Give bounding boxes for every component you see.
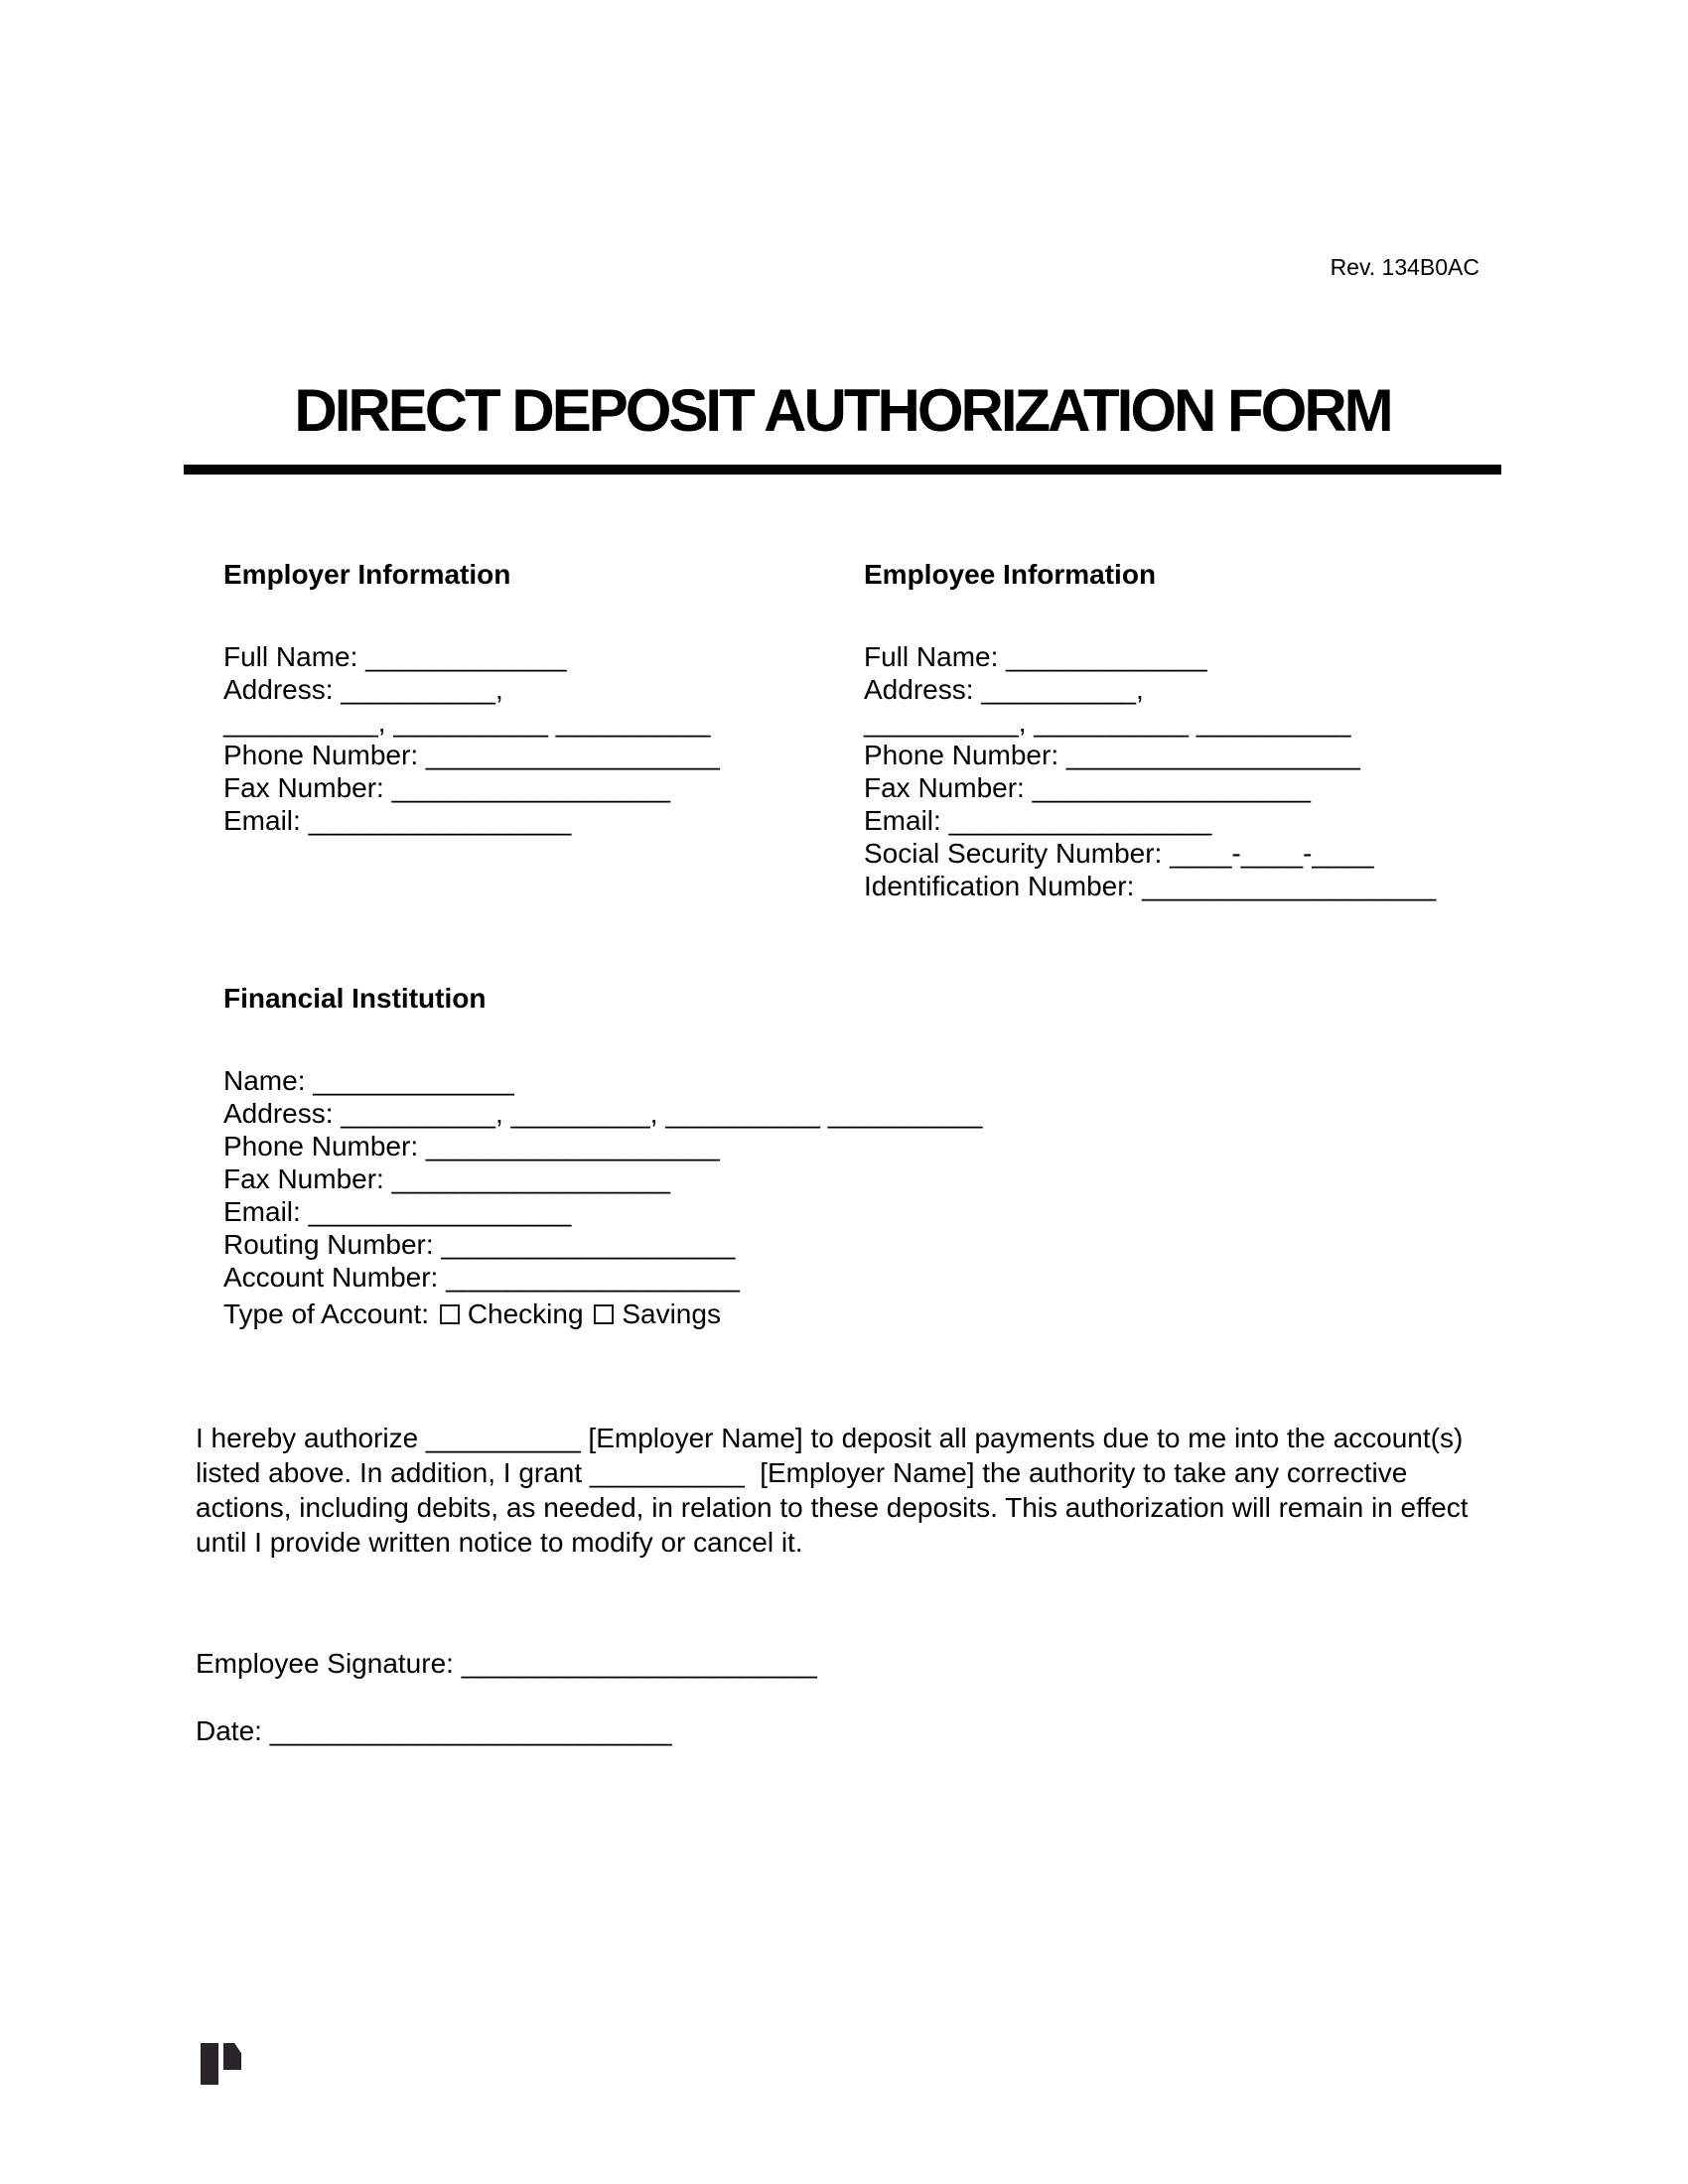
employee-signature-field: Employee Signature: _______________________ (196, 1648, 817, 1679)
employer-address-field-line2: __________, __________ __________ (223, 707, 711, 738)
financial-name-field: Name: _____________ (223, 1065, 514, 1096)
employee-signature-block (196, 1647, 817, 1681)
financial-institution-section (223, 982, 1216, 1330)
financial-address-field: Address: __________, _________, __________ __________ (223, 1098, 983, 1129)
employer-information-section (223, 558, 869, 837)
financial-routing-number-field: Routing Number: ___________________ (223, 1229, 736, 1260)
authorization-statement (196, 1421, 1516, 1560)
employee-information-section (864, 558, 1519, 902)
employee-full-name-field: Full Name: _____________ (864, 641, 1207, 672)
employee-address-field-line2: __________, __________ __________ (864, 707, 1351, 738)
type-of-account-row (223, 1297, 1216, 1330)
checking-checkbox[interactable] (440, 1304, 460, 1324)
employee-address-field: Address: __________, (864, 674, 1144, 705)
employer-phone-field: Phone Number: ___________________ (223, 740, 720, 770)
employee-ssn-field: Social Security Number: ____-____-____ (864, 838, 1374, 869)
employee-phone-field: Phone Number: ___________________ (864, 740, 1360, 770)
legal-templates-logo (201, 2043, 241, 2085)
savings-checkbox[interactable] (594, 1304, 614, 1324)
financial-phone-field: Phone Number: ___________________ (223, 1131, 720, 1161)
employee-id-number-field: Identification Number: ___________________ (864, 871, 1437, 901)
employer-full-name-field: Full Name: _____________ (223, 641, 567, 672)
financial-fax-field: Fax Number: __________________ (223, 1163, 670, 1194)
employer-address-field: Address: __________, (223, 674, 503, 705)
revision-number: Rev. 134B0AC (1330, 254, 1479, 280)
date-block (196, 1714, 672, 1748)
date-field: Date: __________________________ (196, 1715, 672, 1746)
document-header (184, 377, 1501, 444)
authorization-line-3: actions, including debits, as needed, in relation to these deposits. This authorization will remain in effect (196, 1492, 1469, 1523)
financial-email-field: Email: _________________ (223, 1196, 572, 1227)
financial-account-number-field: Account Number: ___________________ (223, 1262, 740, 1293)
savings-option-label: Savings (622, 1298, 721, 1329)
type-of-account-label: Type of Account: (223, 1298, 430, 1329)
checking-option-label: Checking (467, 1298, 584, 1329)
title-divider-rule (184, 465, 1501, 475)
logo-right-block-folded-corner (223, 2043, 241, 2070)
authorization-line-4: until I provide written notice to modify or cancel it. (196, 1527, 803, 1558)
employee-fax-field: Fax Number: __________________ (864, 772, 1311, 803)
page-title: DIRECT DEPOSIT AUTHORIZATION FORM (294, 377, 1391, 444)
authorization-line-1: I hereby authorize __________ [Employer Name] to deposit all payments due to me into the account(s) (196, 1423, 1464, 1453)
employee-email-field: Email: _________________ (864, 805, 1212, 836)
employee-section-heading: Employee Information (864, 559, 1157, 590)
financial-section-heading: Financial Institution (223, 983, 487, 1014)
authorization-line-2: listed above. In addition, I grant __________ [Employer Name] the authority to take any corrective (196, 1457, 1408, 1488)
employer-section-heading: Employer Information (223, 559, 511, 590)
employer-fax-field: Fax Number: __________________ (223, 772, 670, 803)
logo-left-block (201, 2043, 218, 2085)
employer-email-field: Email: _________________ (223, 805, 572, 836)
